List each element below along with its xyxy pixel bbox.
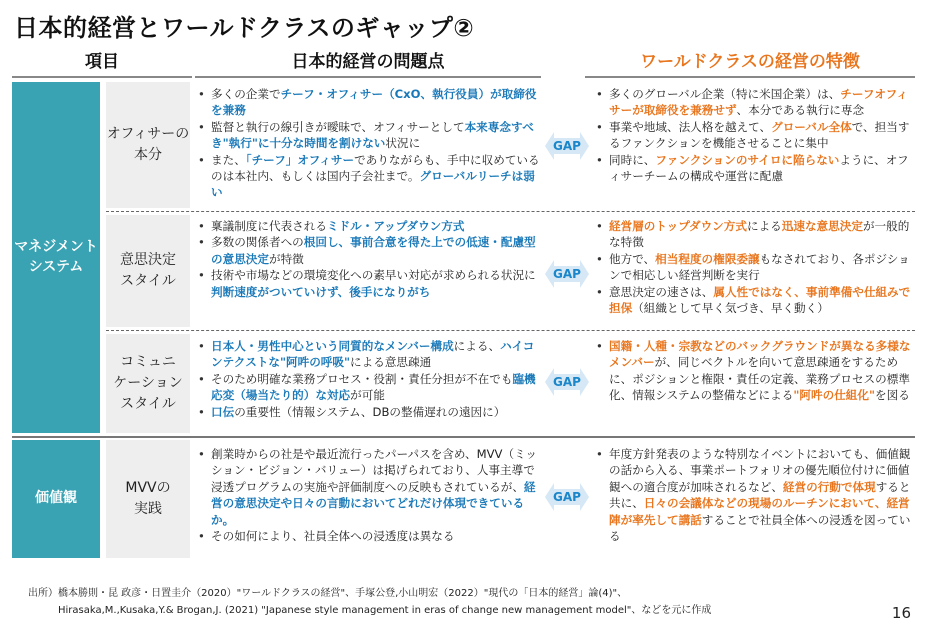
gap-label: GAP — [553, 267, 581, 281]
emphasis-text: 相当程度の権限委譲 — [655, 251, 760, 266]
body-text: 事業や地域、法人格を越えて、 — [609, 119, 772, 134]
subcategory-officer-role: オフィサーの 本分 — [106, 82, 190, 208]
body-text: でありながらも、手中に収めているのは本社内、もしくは国内子会社まで。 — [211, 152, 540, 184]
body-text: が可能 — [350, 388, 385, 403]
bullet-item — [594, 338, 912, 404]
world-class-decision — [594, 218, 912, 316]
emphasis-text: 迅速な意思決定 — [781, 219, 863, 233]
row-divider — [106, 330, 915, 331]
emphasis-text: 臨機応変（場当たり的）な対応 — [211, 371, 536, 403]
bullet-item — [594, 119, 912, 152]
body-text: 同時に、 — [609, 152, 656, 167]
section-divider — [12, 436, 915, 438]
japanese-issues-communication — [196, 338, 542, 420]
emphasis-text: 日本人・男性中心という同質的なメンバー構成 — [211, 339, 454, 353]
japanese-issues-decision — [196, 218, 542, 300]
bullet-list — [196, 446, 542, 544]
emphasis-text: チーフオフィサーが取締役を兼務せず — [609, 87, 908, 118]
source-citation — [28, 585, 711, 619]
bullet-list — [594, 86, 912, 184]
slide-title: 日本的経営とワールドクラスのギャップ② — [14, 14, 475, 42]
subcategory-communication-style: コミュニ ケーション スタイル — [106, 334, 190, 433]
bullet-item — [196, 119, 542, 152]
emphasis-text: ハイコンテクストな"阿吽の呼吸" — [211, 339, 535, 370]
emphasis-text: 日々の会議体などの現場のルーチンにおいて、経営陣が率先して講話 — [609, 496, 910, 527]
body-text: で、担当するファンクションを機能させることに集中 — [609, 119, 910, 151]
world-class-communication — [594, 338, 912, 404]
world-class-officer — [594, 86, 912, 184]
gap-label: GAP — [553, 490, 581, 504]
emphasis-text: 本来専念すべき"執行"に十分な時間を割けない — [211, 119, 534, 151]
emphasis-text: 口伝 — [211, 404, 235, 419]
body-text: 年度方針発表のような特別なイベントにおいても、価値観の話から入る、事業ポートフォリオの優先順位付けに価値観への適合度が加味されるなど、 — [609, 447, 911, 494]
body-text: 、本分である執行に専念 — [736, 103, 865, 118]
emphasis-text: チーフ・オフィサー（CxO、執行役員）が取締役を兼務 — [211, 87, 537, 118]
body-text: 他方で、 — [609, 251, 656, 266]
body-text: 稟議制度に代表される — [211, 219, 327, 233]
body-text: による意思疎通 — [350, 355, 432, 370]
subcategory-decision-style: 意思決定 スタイル — [106, 215, 190, 327]
body-text: もなされており、各ポジションで相応しい経営判断を実行 — [609, 251, 910, 283]
body-text: 技術や市場などの環境変化への素早い対応が求められる状況に — [211, 268, 536, 283]
emphasis-text: 属人性ではなく、事前準備や仕組みで担保 — [609, 284, 911, 316]
emphasis-text: グローバルリーチは弱い — [211, 169, 535, 200]
bullet-item — [594, 284, 912, 317]
emphasis-text: 経営の意思決定や日々の言動においてどれだけ体現できているか。 — [211, 479, 536, 527]
column-header-japanese-issues: 日本的経営の問題点 — [291, 52, 445, 72]
gap-label: GAP — [553, 139, 581, 153]
body-text: が特徴 — [268, 251, 304, 266]
emphasis-text: グローバル全体 — [771, 119, 852, 134]
emphasis-text: 「チーフ」オフィサー — [245, 152, 355, 167]
body-text: 多数の関係者への — [211, 235, 304, 250]
bullet-item — [196, 86, 542, 119]
header-underline — [195, 76, 541, 78]
bullet-item — [196, 446, 542, 528]
gap-arrow — [545, 482, 589, 512]
bullet-item — [196, 371, 542, 404]
emphasis-text: "阿吽の仕組化" — [793, 388, 875, 403]
emphasis-text: ミドル・アップダウン方式 — [326, 219, 465, 233]
world-class-mvv — [594, 446, 912, 544]
column-header-world-class: ワールドクラスの経営の特徴 — [640, 52, 860, 72]
body-text: 監督と執行の線引きが曖昧で、オフィサーとして — [211, 119, 465, 134]
body-text: そのため明確な業務プロセス・役割・責任分担が不在でも — [211, 371, 513, 386]
body-text: を図る — [875, 388, 910, 403]
body-text: の重要性（情報システム、DBの整備遅れの遠因に） — [234, 404, 506, 419]
bullet-item — [594, 86, 912, 119]
body-text: 多くのグローバル企業（特に米国企業）は、 — [609, 87, 841, 101]
emphasis-text: 経営層のトップダウン方式 — [609, 219, 747, 233]
bullet-item — [196, 218, 542, 234]
emphasis-text: 判断速度がついていけず、後手になりがち — [211, 284, 431, 299]
japanese-issues-mvv — [196, 446, 542, 544]
header-underline — [585, 76, 915, 78]
header-underline — [12, 76, 192, 78]
subcategory-mvv-practice: MVVの 実践 — [106, 440, 190, 558]
body-text: また、 — [211, 152, 246, 167]
bullet-item — [196, 404, 542, 420]
gap-arrow — [545, 367, 589, 397]
bullet-list — [196, 218, 542, 300]
bullet-item — [196, 528, 542, 544]
body-text: （組織として早く気づき、早く動く） — [632, 301, 829, 316]
bullet-item — [196, 152, 542, 201]
body-text: 意思決定の速さは、 — [609, 284, 714, 299]
bullet-item — [594, 251, 912, 284]
bullet-item — [196, 338, 542, 371]
bullet-item — [594, 218, 912, 251]
source-line-1: 出所）橋本勝則・昆 政彦・日置圭介（2020）"ワールドクラスの経営"、手塚公登,小山明宏（2022）"現代の「日本的経営」論(4)"、 — [28, 588, 628, 599]
body-text: による — [746, 219, 782, 233]
bullet-item — [594, 152, 912, 185]
emphasis-text: 経営の行動で体現 — [782, 479, 876, 494]
page-number: 16 — [891, 604, 911, 622]
body-text: 創業時からの社是や最近流行ったパーパスを含め、MVV（ミッション・ビジョン・バリュー）は掲げられており、人事主導で浸透プログラムの実施や評価制度への反映もされているが、 — [211, 447, 538, 494]
gap-label: GAP — [553, 375, 581, 389]
emphasis-text: 根回し、事前合意を得た上での低速・配慮型の意思決定 — [211, 235, 536, 266]
bullet-item — [196, 267, 542, 300]
body-text: が一般的な特徴 — [609, 219, 910, 250]
body-text: すると共に、 — [609, 479, 911, 511]
body-text: による、 — [453, 339, 501, 353]
category-management-system: マネジメント システム — [12, 82, 100, 433]
bullet-list — [196, 86, 542, 201]
body-text: その如何により、社員全体への浸透度は異なる — [211, 529, 455, 544]
bullet-list — [594, 218, 912, 316]
emphasis-text: 国籍・人種・宗教などのバックグラウンドが異なる多様なメンバー — [609, 339, 911, 370]
body-text: 多くの企業で — [211, 87, 281, 101]
bullet-item — [196, 234, 542, 267]
japanese-issues-officer — [196, 86, 542, 201]
bullet-list — [196, 338, 542, 420]
gap-arrow — [545, 131, 589, 161]
gap-arrow — [545, 259, 589, 289]
column-header-item: 項目 — [85, 52, 119, 72]
category-values: 価値観 — [12, 440, 100, 558]
bullet-list — [594, 338, 912, 404]
source-line-2: Hirasaka,M.,Kusaka,Y.& Brogan,J. (2021) "Japanese style management in eras of change new management model"、などを元に作成 — [58, 605, 712, 616]
row-divider — [106, 211, 915, 212]
body-text: ように、オフィサーチームの構成や運営に配慮 — [609, 152, 909, 184]
bullet-item — [594, 446, 912, 544]
body-text: が、同じベクトルを向いて意思疎通をするために、ポジションと権限・責任の定義、業務プロセスの標準化、情報システムの整備などによる — [609, 355, 910, 403]
bullet-list — [594, 446, 912, 544]
body-text: することで社員全体への浸透を図っている — [609, 512, 911, 544]
emphasis-text: ファンクションのサイロに陥らない — [655, 152, 840, 167]
body-text: 状況に — [385, 136, 421, 151]
